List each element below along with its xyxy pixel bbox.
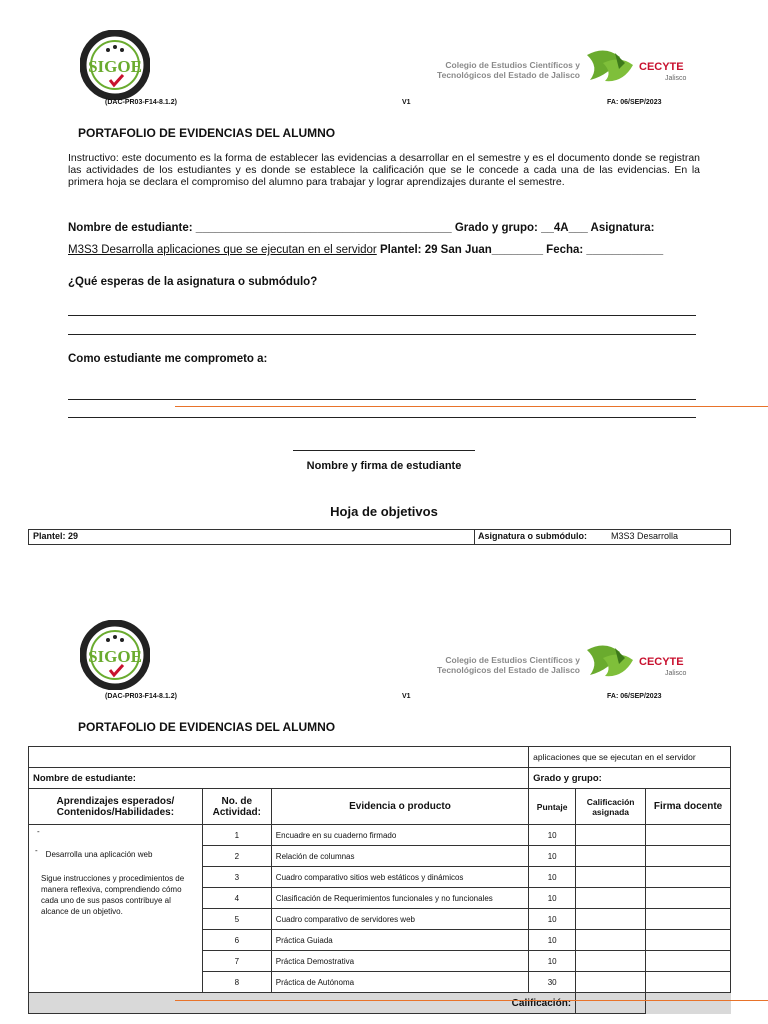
aprendizaje-text: Sigue instrucciones y procedimientos de manera reflexiva, comprendiendo cómo cada uno de sus pasos contribuye al alcance de un objetivo. [41,874,185,916]
header-aprendizajes: Aprendizajes esperados/ Contenidos/Habilidades: [29,789,203,825]
cecyte-logo [585,45,695,87]
college-name: Colegio de Estudios Científicos y Tecnológicos del Estado de Jalisco [437,655,580,675]
signature-cell[interactable] [646,867,731,888]
score-cell: 30 [529,972,576,993]
box-divider [474,530,475,544]
grade-cell[interactable] [576,825,646,846]
brand-sub: Jalisco [665,670,687,677]
header-evidencia: Evidencia o producto [271,789,528,825]
subject-line [68,244,663,256]
total-label-cell: Calificación: [29,993,576,1014]
objectives-title: Hoja de objetivos [330,504,438,519]
subject-underlined: M3S3 Desarrolla aplicaciones que se ejecutan en el servidor [68,244,377,256]
activity-number-cell: 1 [202,825,271,846]
plantel-box [28,529,731,545]
header-puntaje: Puntaje [529,789,576,825]
brand-name: CECYTE [639,656,684,668]
student-name-cell[interactable]: Nombre de estudiante: [29,768,529,789]
grade-cell[interactable] [576,846,646,867]
bullet: - [37,827,40,836]
header-no-actividad: No. de Actividad: [202,789,271,825]
evidence-cell: Clasificación de Requerimientos funcionales y no funcionales [271,888,528,909]
doc-date: FA: 06/SEP/2023 [607,693,662,700]
bullet: - [35,846,38,855]
plantel-box-label: Plantel: 29 [33,531,79,541]
signature-cell[interactable] [646,825,731,846]
svg-text:SIGOE: SIGOE [88,57,142,76]
header-firma: Firma docente [646,789,731,825]
signature-line[interactable] [293,450,475,451]
asignatura-box-label: Asignatura o submódulo: [478,531,587,541]
grade-cell[interactable] [576,951,646,972]
evidence-table [28,746,731,1014]
grade-cell[interactable] [576,972,646,993]
plantel-fecha: Plantel: 29 San Juan________ Fecha: ____________ [376,244,664,256]
svg-text:SIGOE: SIGOE [88,647,142,666]
aprendizaje-text: Desarrolla una aplicación web [45,850,153,859]
grade-cell[interactable] [576,909,646,930]
signature-cell[interactable] [646,972,731,993]
score-cell: 10 [529,825,576,846]
activity-number-cell: 7 [202,951,271,972]
doc-version: V1 [402,693,411,700]
score-cell: 10 [529,951,576,972]
signature-cell[interactable] [646,930,731,951]
score-cell: 10 [529,909,576,930]
sigoe-logo [80,620,150,690]
evidence-cell: Encuadre en su cuaderno firmado [271,825,528,846]
activity-number-cell: 5 [202,909,271,930]
signature-cell[interactable] [646,951,731,972]
grade-cell[interactable] [576,888,646,909]
score-cell: 10 [529,930,576,951]
activity-number-cell: 4 [202,888,271,909]
answer-line[interactable] [68,334,696,335]
page-title: PORTAFOLIO DE EVIDENCIAS DEL ALUMNO [78,720,336,734]
activity-number-cell: 8 [202,972,271,993]
commit-line[interactable] [68,417,696,418]
name-line: Nombre de estudiante: ________________________________________ Grado y grupo: __4A___ Asignatura: [68,222,655,234]
table-row [29,825,731,846]
aprendizajes-cell [29,825,203,993]
doc-code: (DAC-PR03-F14-8.1.2) [105,99,177,106]
signature-cell[interactable] [646,909,731,930]
commit-line[interactable] [68,399,696,400]
score-cell: 10 [529,846,576,867]
evidence-cell: Cuadro comparativo de servidores web [271,909,528,930]
evidence-cell: Relación de columnas [271,846,528,867]
header-calificacion: Calificación asignada [576,789,646,825]
grade-cell[interactable] [576,930,646,951]
asignatura-box-value: M3S3 Desarrolla [611,531,679,541]
score-cell: 10 [529,867,576,888]
signature-cell[interactable] [646,888,731,909]
activity-number-cell: 3 [202,867,271,888]
brand-sub: Jalisco [665,75,687,82]
activity-number-cell: 2 [202,846,271,867]
orange-rule [175,406,768,407]
evidence-cell: Práctica Demostrativa [271,951,528,972]
orange-rule [175,1000,768,1001]
commit-label: Como estudiante me comprometo a: [68,353,268,365]
signature-cell[interactable] [646,846,731,867]
empty-cell [29,747,529,768]
instructions: Instructivo: este documento es la forma de establecer las evidencias a desarrollar en el semestre y es el documento donde se registran las actividades de los estudiantes y es donde se establece la calificación que se le concede a cada una de las evidencias. En la primera hoja se declara el compromiso del alumno para trabajar y lograr aprendizajes durante el semestre. [68,152,700,188]
sigoe-logo [80,30,150,100]
brand-name: CECYTE [639,61,684,73]
evidence-cell: Cuadro comparativo sitios web estáticos y dinámicos [271,867,528,888]
evidence-cell: Práctica Guiada [271,930,528,951]
subject-cell: aplicaciones que se ejecutan en el servidor [529,747,731,768]
question-label: ¿Qué esperas de la asignatura o submódulo? [68,276,318,288]
score-cell: 10 [529,888,576,909]
activity-number-cell: 6 [202,930,271,951]
doc-date: FA: 06/SEP/2023 [607,99,662,106]
answer-line[interactable] [68,315,696,316]
grade-cell[interactable] [576,867,646,888]
total-value-cell[interactable] [576,993,646,1014]
total-empty-cell [646,993,731,1014]
doc-version: V1 [402,99,411,106]
college-name: Colegio de Estudios Científicos y Tecnológicos del Estado de Jalisco [437,60,580,80]
grade-group-cell[interactable]: Grado y grupo: [529,768,731,789]
doc-code: (DAC-PR03-F14-8.1.2) [105,693,177,700]
evidence-cell: Práctica de Autónoma [271,972,528,993]
page-title: PORTAFOLIO DE EVIDENCIAS DEL ALUMNO [78,126,336,140]
signature-label: Nombre y firma de estudiante [306,460,462,472]
cecyte-logo [585,640,695,682]
